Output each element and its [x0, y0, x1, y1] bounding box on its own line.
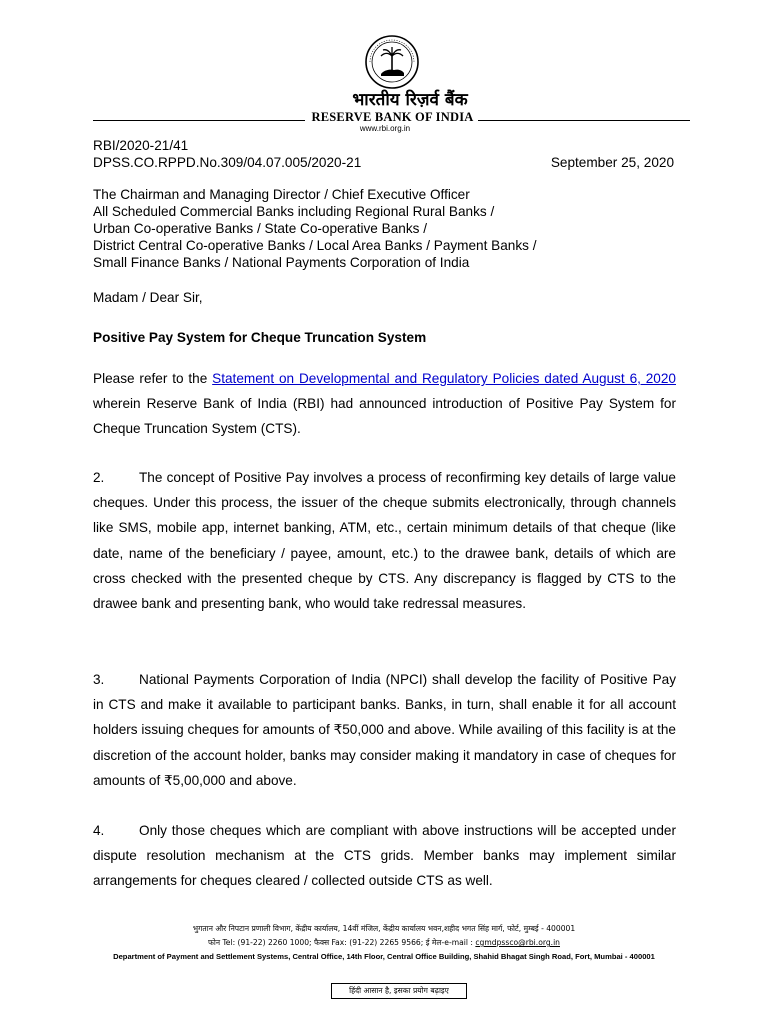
circular-number: RBI/2020-21/41	[93, 138, 189, 153]
rbi-emblem-icon	[364, 34, 420, 90]
addressee-line: District Central Co-operative Banks / Local Area Banks / Payment Banks /	[93, 238, 537, 253]
letterhead-rule-right	[478, 120, 690, 121]
addressee-line: Urban Co-operative Banks / State Co-operative Banks /	[93, 221, 427, 236]
policy-statement-link[interactable]: Statement on Developmental and Regulatory Policies dated August 6, 2020	[212, 371, 676, 386]
intro-text-before: Please refer to the	[93, 371, 213, 386]
paragraph-number: 3.	[93, 672, 105, 687]
footer-contact	[90, 936, 678, 950]
paragraph-number: 4.	[93, 823, 105, 838]
paragraph-text: Only those cheques which are compliant with above instructions will be accepted under dispute resolution mechanism at the CTS grids. Member banks may implement similar arrangements for cheques cleared / collected outside CTS as well.	[93, 823, 676, 889]
addressee-block	[93, 186, 537, 271]
intro-text-after: wherein Reserve Bank of India (RBI) had announced introduction of Positive Pay System for Cheque Truncation System (CTS).	[93, 396, 676, 437]
footer-hindi-address: भुगतान और निपटान प्रणाली विभाग, केंद्रीय कार्यालय, 14वीं मंजिल, केंद्रीय कार्यालय भवन,शहीद भगत सिंह मार्ग, फोर्ट, मुम्बई - 400001	[192, 924, 576, 933]
letter-footer	[90, 922, 678, 964]
subject-heading: Positive Pay System for Cheque Truncation System	[93, 330, 427, 345]
footer-email-link[interactable]: cgmdpssco@rbi.org.in	[475, 938, 560, 947]
salutation: Madam / Dear Sir,	[93, 290, 203, 305]
bank-website: www.rbi.org.in	[359, 124, 411, 133]
bank-name-english: RESERVE BANK OF INDIA	[311, 110, 474, 124]
reference-number: DPSS.CO.RPPD.No.309/04.07.005/2020-21	[93, 155, 362, 170]
circular-date: September 25, 2020	[550, 155, 674, 170]
paragraph-text: National Payments Corporation of India (NPCI) shall develop the facility of Positive Pay in CTS and make it available to participant banks. Banks, in turn, shall enable it for all account holders issuing cheques for amounts of ₹50,000 and above. While availing of this facility is at the discretion of the account holder, banks may consider making it mandatory in case of cheques for amounts of ₹5,00,000 and above.	[93, 672, 676, 788]
paragraph-2	[93, 465, 676, 616]
addressee-line: All Scheduled Commercial Banks including Regional Rural Banks /	[93, 204, 495, 219]
paragraph-number: 2.	[93, 470, 105, 485]
letterhead-rule-left	[93, 120, 305, 121]
bank-name-hindi: भारतीय रिज़र्व बैंक	[352, 90, 468, 110]
addressee-line: Small Finance Banks / National Payments Corporation of India	[93, 255, 470, 270]
addressee-line: The Chairman and Managing Director / Chief Executive Officer	[93, 187, 470, 202]
footer-phone-fax: फोन Tel: (91-22) 2260 1000; फैक्स Fax: (91-22) 2265 9566; ई मेल-e-mail :	[208, 938, 473, 947]
paragraph-text: The concept of Positive Pay involves a process of reconfirming key details of large value cheques. Under this process, the issuer of the cheque submits electronically, through channels like SMS, mobile app, internet banking, ATM, etc., certain minimum details of that cheque (like date, name of the beneficiary / payee, amount, etc.) to the drawee bank, details of which are cross checked with the presented cheque by CTS. Any discrepancy is flagged by CTS to the drawee bank and presenting bank, who would take redressal measures.	[93, 470, 676, 612]
footer-english-address: Department of Payment and Settlement Systems, Central Office, 14th Floor, Central Office Building, Shahid Bhagat Singh Road, Fort, Mumbai - 400001	[113, 952, 655, 961]
paragraph-3	[93, 667, 676, 793]
intro-paragraph	[93, 366, 676, 442]
hindi-slogan-box: हिंदी आसान है, इसका प्रयोग बढ़ाइए	[331, 983, 467, 999]
paragraph-4	[93, 818, 676, 894]
